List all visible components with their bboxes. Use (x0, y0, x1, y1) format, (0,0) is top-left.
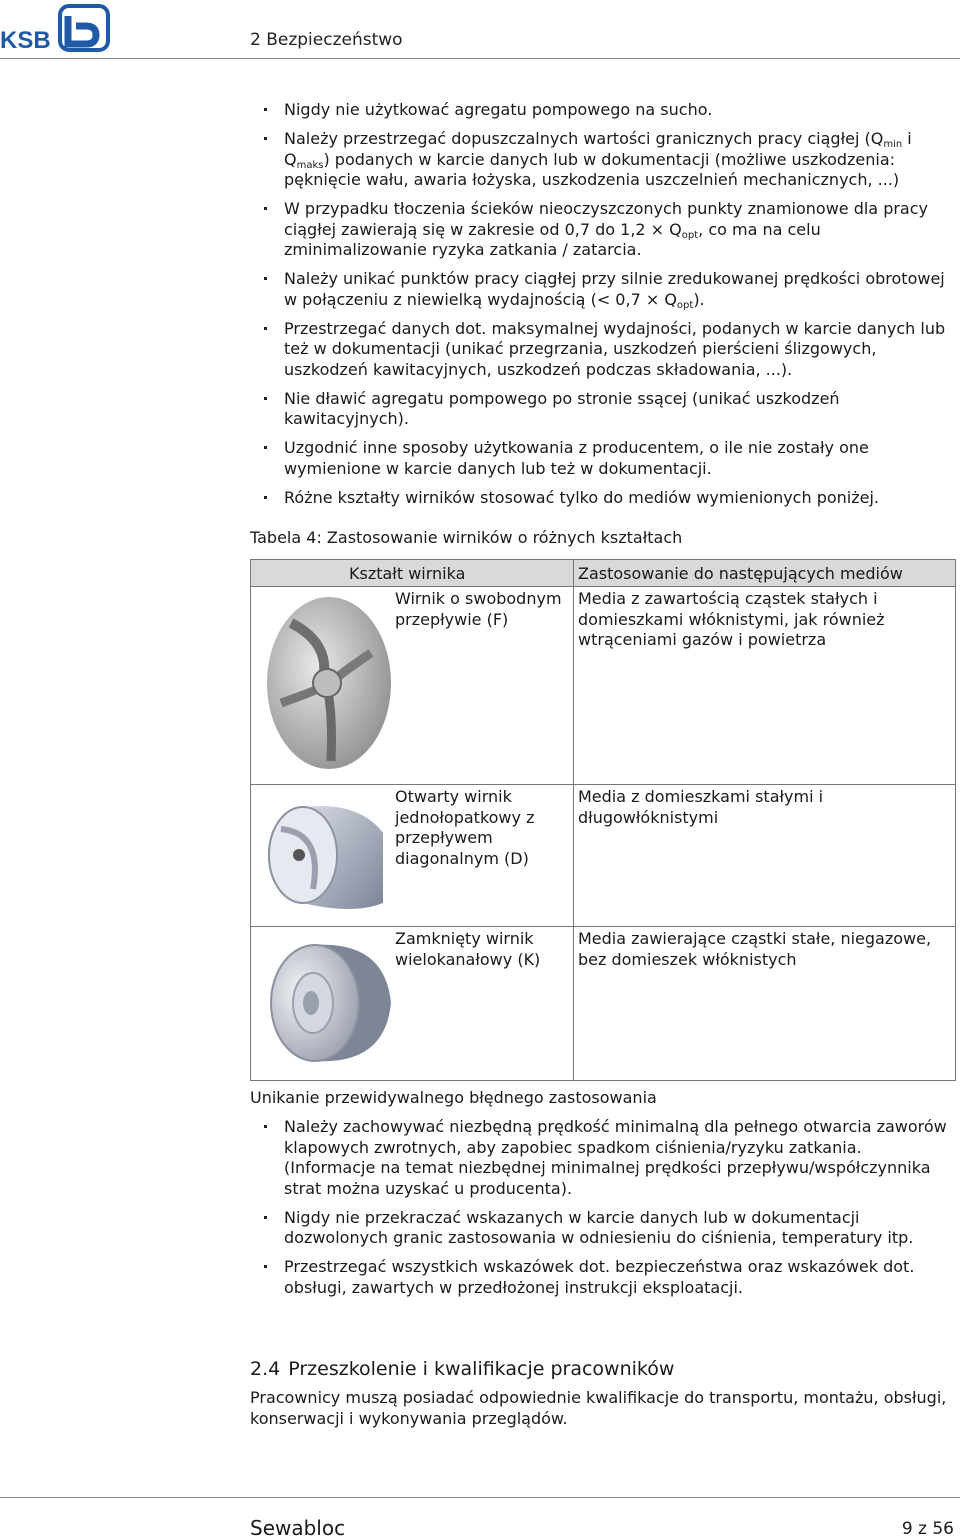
misuse-bullets (250, 1117, 956, 1307)
table-row (251, 587, 956, 785)
svg-text:KSB: KSB (0, 27, 51, 52)
impeller-k-usage: Media zawierające cząstki stałe, niegazowe, bez domieszek włóknistych (574, 927, 956, 1081)
bullet-marker (264, 108, 267, 111)
column-header-usage: Zastosowanie do następujących mediów (574, 560, 956, 587)
bullet-marker (264, 207, 267, 210)
impeller-k-name: Zamknięty wirnik wielokanałowy (K) (389, 927, 574, 1081)
impeller-table (250, 559, 956, 1081)
bullet-marker (264, 397, 267, 400)
bullet-marker (264, 446, 267, 449)
bullet-marker (264, 1125, 267, 1128)
list-item: Nie dławić agregatu pompowego po stronie ssącej (unikać uszkodzeń kawitacyjnych). (250, 389, 956, 430)
footer-divider (0, 1497, 960, 1498)
list-item: Przestrzegać wszystkich wskazówek dot. bezpieczeństwa oraz wskazówek dot. obsługi, zawartych w przedłożonej instrukcji eksploatacji. (250, 1257, 956, 1298)
column-header-shape: Kształt wirnika (251, 560, 574, 587)
list-item: Należy przestrzegać dopuszczalnych wartości granicznych pracy ciągłej ($Q_{min}$ i $Q_{maks}$) podanych w karcie danych lub w dokumentacji (możliwe uszkodzenia: pęknięcie wału, awaria łożyska, uszkodzenia uszczelnień mechanicznych, ...) (250, 129, 956, 191)
section-title: 2.4 Przeszkolenie i kwalifikacje pracowników (250, 1358, 675, 1380)
ksb-logo (0, 4, 112, 52)
bullet-marker (264, 1216, 267, 1219)
list-item: W przypadku tłoczenia ścieków nieoczyszczonych punkty znamionowe dla pracy ciągłej zawierają się w zakresie od 0,7 do $1,2 \times Q_{opt}$, co ma na celu zminimalizowanie ryzyka zatkania / zatarcia. (250, 199, 956, 261)
list-item: Nigdy nie użytkować agregatu pompowego na sucho. (250, 100, 956, 121)
list-item: Przestrzegać danych dot. maksymalnej wydajności, podanych w karcie danych lub też w dokumentacji (unikać przegrzania, uszkodzeń pierścieni ślizgowych, uszkodzeń kawitacyjnych, uszkodzeń podczas składowania, ...). (250, 319, 956, 381)
misuse-heading: Unikanie przewidywalnego błędnego zastosowania (250, 1088, 657, 1107)
impeller-f-usage: Media z zawartością cząstek stałych i domieszkami włóknistymi, jak również wtrąceniami gazów i powietrza (574, 587, 956, 785)
impeller-d-name: Otwarty wirnik jednołopatkowy z przepływem diagonalnym (D) (389, 785, 574, 927)
list-item: Uzgodnić inne sposoby użytkowania z producentem, o ile nie zostały one wymienione w karcie danych lub też w dokumentacji. (250, 438, 956, 479)
header-divider (0, 58, 960, 59)
footer-page-number: 9 z 56 (901, 1519, 954, 1539)
table-row (251, 785, 956, 927)
list-item: Różne kształty wirników stosować tylko do mediów wymienionych poniżej. (250, 488, 956, 509)
table-header-row (251, 560, 956, 587)
bullet-marker (264, 137, 267, 140)
impeller-k-image (251, 927, 390, 1081)
bullet-marker (264, 327, 267, 330)
table-caption: Tabela 4: Zastosowanie wirników o różnych kształtach (250, 528, 683, 547)
list-item: Należy zachowywać niezbędną prędkość minimalną dla pełnego otwarcia zaworów klapowych zwrotnych, aby zapobiec spadkom ciśnienia/ryzyku zatkania. (Informacje na temat niezbędnej minimalnej prędkości przepływu/współczynnika strat można uzyskać u producenta). (250, 1117, 956, 1199)
footer-product-name: Sewabloc (250, 1516, 346, 1540)
bullet-marker (264, 496, 267, 499)
bullet-marker (264, 1265, 267, 1268)
safety-bullets (250, 100, 956, 517)
impeller-d-image (251, 785, 390, 927)
bullet-marker (264, 277, 267, 280)
impeller-f-image (251, 587, 390, 785)
impeller-f-name: Wirnik o swobodnym przepływie (F) (389, 587, 574, 785)
list-item: Nigdy nie przekraczać wskazanych w karcie danych lub w dokumentacji dozwolonych granic zastosowania w odniesieniu do ciśnienia, temperatury itp. (250, 1208, 956, 1249)
list-item: Należy unikać punktów pracy ciągłej przy silnie zredukowanej prędkości obrotowej w połączeniu z niewielką wydajnością (< $0,7 \times Q_{opt}$). (250, 269, 956, 310)
page-header-title: 2 Bezpieczeństwo (250, 30, 403, 50)
section-paragraph: Pracownicy muszą posiadać odpowiednie kwalifikacje do transportu, montażu, obsługi, konserwacji i wykonywania przeglądów. (250, 1388, 947, 1428)
table-row (251, 927, 956, 1081)
impeller-d-usage: Media z domieszkami stałymi i długowłóknistymi (574, 785, 956, 927)
